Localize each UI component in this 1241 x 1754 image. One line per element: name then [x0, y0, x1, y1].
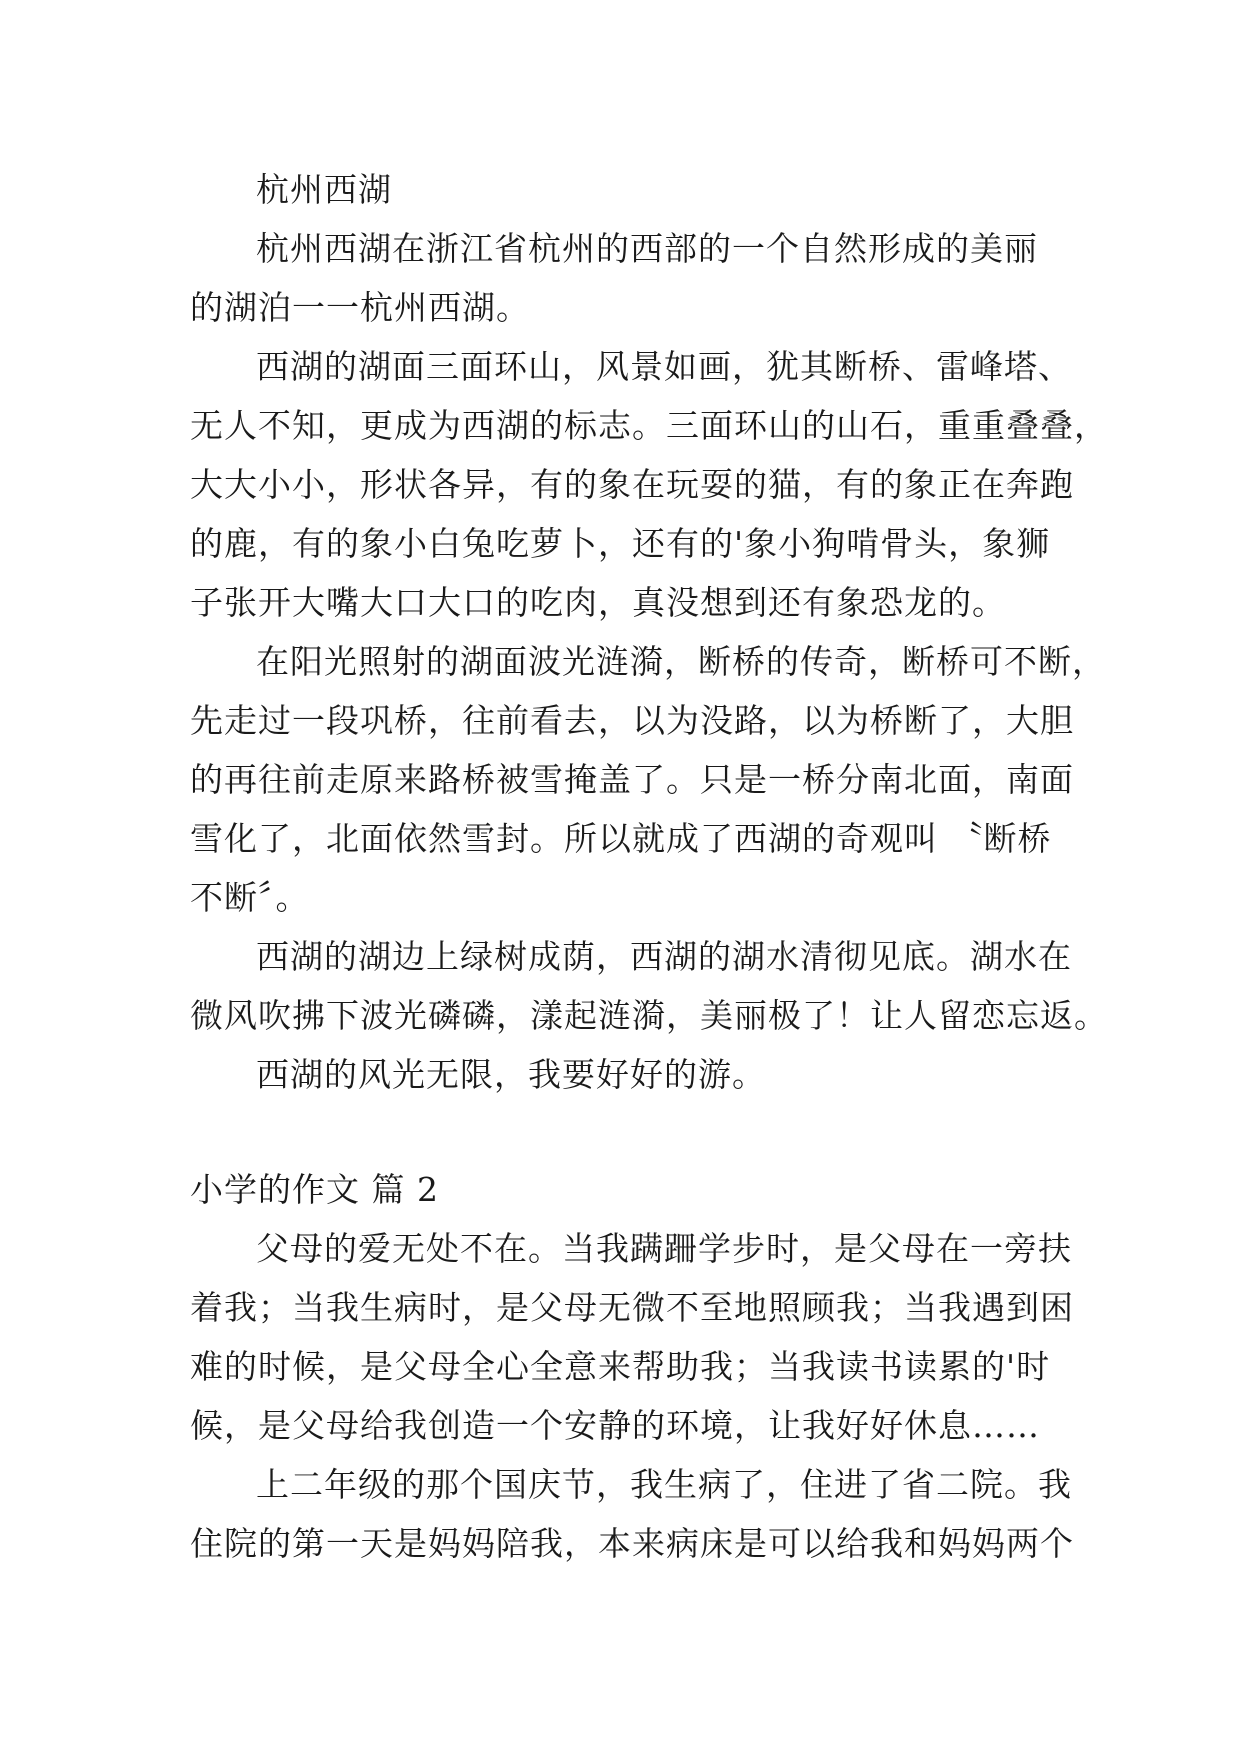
paragraph-line: 难的时候，是父母全心全意来帮助我；当我读书读累的'时 — [190, 1347, 1051, 1386]
paragraph-line: 在阳光照射的湖面波光涟漪，断桥的传奇，断桥可不断， — [256, 642, 1106, 681]
paragraph-line: 杭州西湖在浙江省杭州的西部的一个自然形成的美丽 — [256, 229, 1038, 268]
paragraph-line: 先走过一段巩桥，往前看去，以为没路，以为桥断了，大胆 — [190, 701, 1074, 740]
paragraph-line: 上二年级的那个国庆节，我生病了，住进了省二院。我 — [256, 1465, 1072, 1504]
paragraph-line: 不断〞。 — [190, 878, 310, 917]
paragraph-line: 候，是父母给我创造一个安静的环境，让我好好休息…… — [190, 1406, 1040, 1445]
section-heading: 小学的作文 篇 2 — [190, 1170, 439, 1209]
paragraph-line: 雪化了，北面依然雪封。所以就成了西湖的奇观叫 〝断桥 — [190, 819, 1052, 858]
paragraph-line: 微风吹拂下波光磷磷，漾起涟漪，美丽极了！让人留恋忘返。 — [190, 996, 1108, 1035]
paragraph-line: 大大小小，形状各异，有的象在玩耍的猫，有的象正在奔跑 — [190, 465, 1074, 504]
paragraph-line: 西湖的湖面三面环山，风景如画，犹其断桥、雷峰塔、 — [256, 347, 1072, 386]
paragraph-line: 住院的第一天是妈妈陪我，本来病床是可以给我和妈妈两个 — [190, 1524, 1074, 1563]
essay-text — [190, 160, 1108, 1573]
paragraph-line: 西湖的湖边上绿树成荫，西湖的湖水清彻见底。湖水在 — [256, 937, 1072, 976]
paragraph-line: 的再往前走原来路桥被雪掩盖了。只是一桥分南北面，南面 — [190, 760, 1074, 799]
essay-title: 杭州西湖 — [256, 170, 392, 209]
paragraph-line: 无人不知，更成为西湖的标志。三面环山的山石，重重叠叠， — [190, 406, 1108, 445]
paragraph-line: 子张开大嘴大口大口的吃肉，真没想到还有象恐龙的。 — [190, 583, 1006, 622]
paragraph-line: 西湖的风光无限，我要好好的游。 — [256, 1055, 766, 1094]
section-gap — [190, 1104, 1075, 1160]
paragraph-line: 的鹿，有的象小白兔吃萝卜，还有的'象小狗啃骨头，象狮 — [190, 524, 1051, 563]
paragraph-line: 着我；当我生病时，是父母无微不至地照顾我；当我遇到困 — [190, 1288, 1074, 1327]
paragraph-line: 的湖泊一一杭州西湖。 — [190, 288, 530, 327]
paragraph-line: 父母的爱无处不在。当我蹒跚学步时，是父母在一旁扶 — [256, 1229, 1072, 1268]
